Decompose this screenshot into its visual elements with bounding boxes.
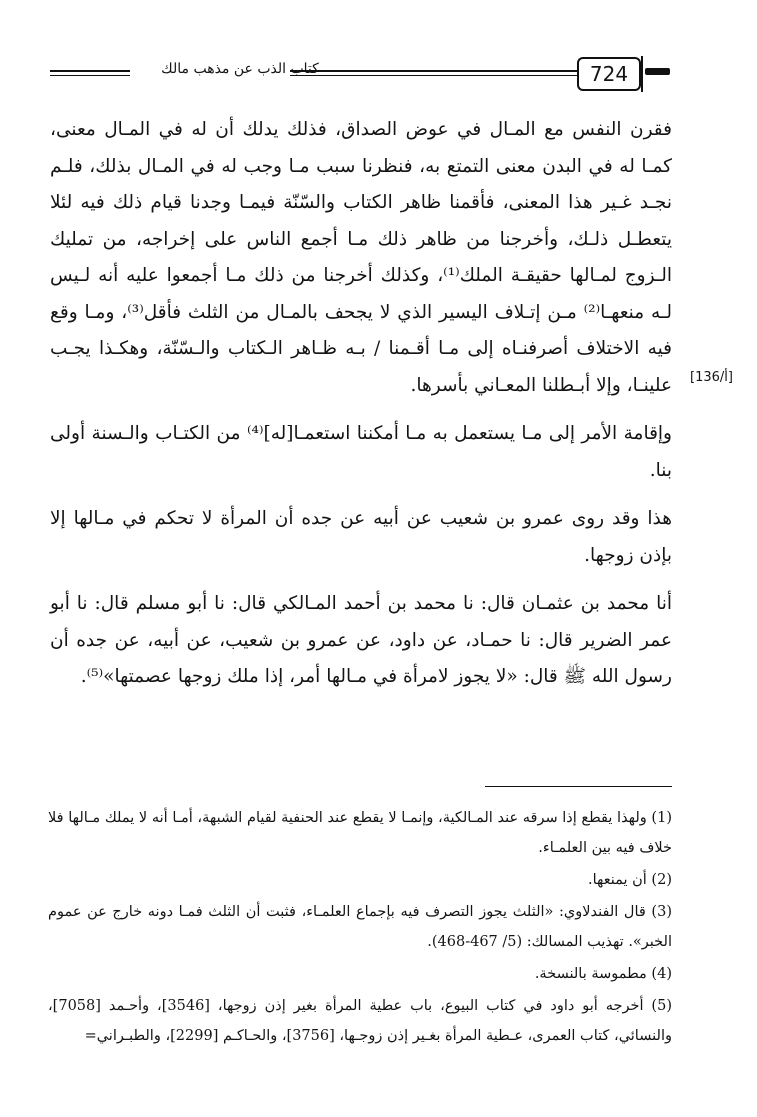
header-bar-ornament [645, 68, 670, 75]
footnote-2: (2) أن يمنعها. [588, 872, 672, 888]
running-title: كتاب الذب عن مذهب مالك [161, 61, 319, 77]
paragraph-2: وإقامة الأمر إلى مـا يستعمل به مـا أمكننا استعمـا[له]⁽⁴⁾ من الكتـاب والـسنة أولى بنا. [50, 423, 672, 481]
paragraph-1: فقرن النفس مع المـال في عوض الصداق، فذلك يدلك أن له في المـال معنى، كمـا له في البدن معنى التمتع به، فنظرنا سبب مـا وجب له في المـال بذلك، فلـم نجـد غـير هذا المعنى، فأقمنا ظاهر الكتاب والسّنّة فيمـا وجدنا قيام ذلك فيه لئلا يتعطـل ذلـك، وأخرجنا من ظاهر ذلك مـا أجمع الناس على إخراجه، من تمليك الـزوج لمـالها حقيقـة الملك⁽¹⁾، وكذلك أخرجنا من ذلك مـا أجمعوا عليه أنه لـيس لـه منعهـا⁽²⁾ مـن إتـلاف اليسير الذي لا يجحف بالمـال من الثلث فأقل⁽³⁾، ومـا وقع فيه الاختلاف أصرفنـاه إلى مـا أقـمنا / بـه ظـاهر الـكتاب والـسّنّة، وهكـذا يجـب علينـا، وإلا أبـطلنا المعـاني بأسرها. [50, 119, 672, 396]
paragraph-4: أنا محمد بن عثمـان قال: نا محمد بن أحمد المـالكي قال: نا أبو مسلم قال: نا أبو عمر الضرير قال: نا حمـاد، عن داود، عن عمرو بن شعيب، عن أبيه، عن جده أن رسول الله ﷺ قال: «لا يجوز لامرأة في مـالها أمر، إذا ملك زوجها عصمتها»⁽⁵⁾. [50, 593, 672, 687]
header-rule-left [50, 70, 130, 76]
footnotes [48, 803, 672, 1053]
footnote-4: (4) مطموسة بالنسخة. [534, 966, 672, 982]
page-number: 724 [577, 57, 641, 91]
footnote-separator [485, 786, 672, 787]
footnote-5: (5) أخرجه أبو داود في كتاب البيوع، باب عطية المرأة بغير إذن زوجها، [3546]، وأحـمد [7058]، والنسائي، كتاب العمرى، عـطية المرأة بغـير إذن زوجـها، [3756]، والحـاكـم [2299]، والطبـراني= [48, 998, 672, 1044]
main-text [50, 112, 672, 696]
paragraph-3: هذا وقد روى عمرو بن شعيب عن أبيه عن جده أن المرأة لا تحكم في مـالها إلا بإذن زوجها. [50, 508, 672, 566]
footnote-3: (3) قال الفندلاوي: «الثلث يجوز التصرف فيه بإجماع العلمـاء، فثبت أن الثلث فمـا دونه خارج عن عموم الخبر». تهذيب المسالك: (5/ 467-468). [48, 904, 672, 950]
manuscript-folio-marker: [136/أ] [690, 370, 733, 385]
header-rule-right [290, 70, 578, 76]
page-header [40, 55, 670, 95]
footnote-1: (1) ولهذا يقطع إذا سرقه عند المـالكية، وإنمـا لا يقطع عند الحنفية لقيام الشبهة، أمـا أنه لا يملك مـالها فلا خلاف فيه بين العلمـاء. [48, 810, 672, 856]
